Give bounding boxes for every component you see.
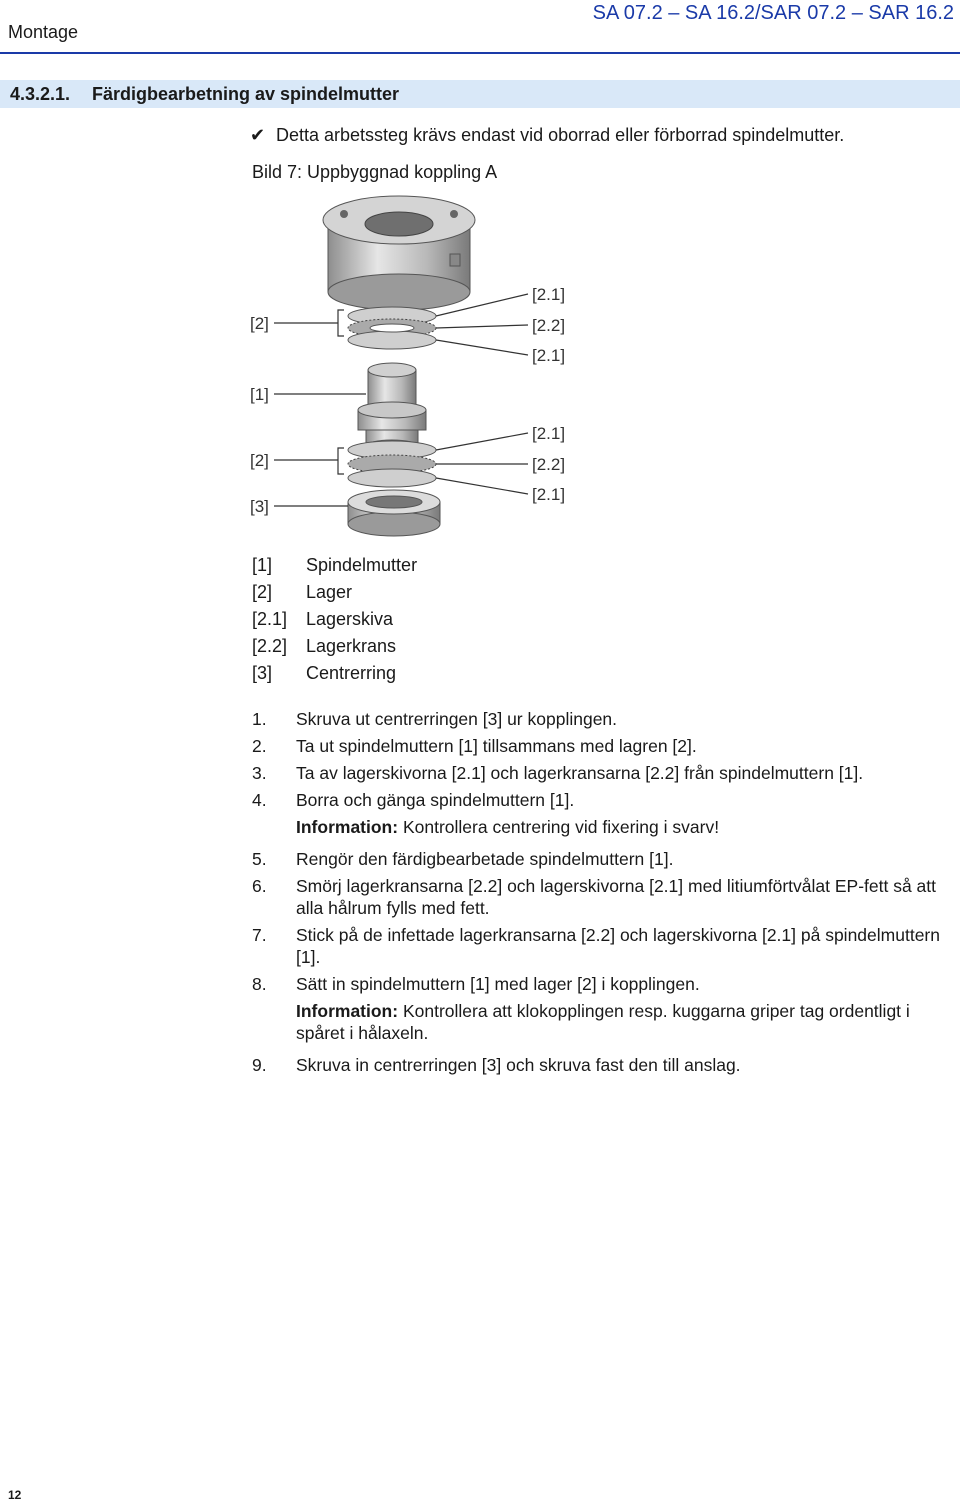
step-text: Ta ut spindelmuttern [1] tillsammans med lagren [2]. bbox=[296, 736, 697, 756]
spindle-nut bbox=[358, 363, 426, 452]
callout-right-bottom-1: [2.1] bbox=[532, 424, 566, 443]
callout-left-3: [3] bbox=[250, 497, 269, 516]
step-text: Sätt in spindelmuttern [1] med lager [2] i kopplingen. bbox=[296, 974, 700, 994]
page-number: 12 bbox=[8, 1488, 22, 1502]
header-divider bbox=[0, 52, 960, 54]
step-number: 6. bbox=[252, 876, 267, 896]
step-text: Skruva in centrerringen [3] och skruva fast den till anslag. bbox=[296, 1055, 741, 1075]
legend-label: Lagerkrans bbox=[306, 636, 397, 656]
callout-left-2-upper: [2] bbox=[250, 314, 269, 333]
header-section-label: Montage bbox=[8, 22, 79, 42]
callout-right-bottom-2: [2.2] bbox=[532, 455, 566, 474]
lower-bearing-set bbox=[348, 441, 436, 487]
legend-ref: [3] bbox=[252, 663, 273, 683]
step-text: Rengör den färdigbearbetade spindelmuttern [1]. bbox=[296, 849, 674, 869]
coupling-housing bbox=[323, 196, 475, 310]
step-item bbox=[252, 848, 957, 870]
step-item bbox=[252, 762, 957, 784]
callout-right-bottom-3: [2.1] bbox=[532, 485, 566, 504]
step-number: 5. bbox=[252, 849, 267, 869]
upper-bearing-set bbox=[348, 307, 436, 349]
callout-left-1: [1] bbox=[250, 385, 269, 404]
legend-ref: [2] bbox=[252, 582, 273, 602]
figure-caption: Bild 7: Uppbyggnad koppling A bbox=[252, 162, 498, 182]
legend-label: Centrerring bbox=[306, 663, 397, 683]
information-label: Information: bbox=[296, 1001, 399, 1021]
step-item bbox=[252, 1054, 957, 1076]
precondition-text: Detta arbetssteg krävs endast vid oborrad eller förborrad spindelmutter. bbox=[276, 125, 845, 145]
procedure-steps bbox=[252, 708, 957, 1076]
step-item bbox=[252, 973, 957, 1044]
step-item bbox=[252, 924, 957, 968]
step-number: 2. bbox=[252, 736, 267, 756]
step-text: Stick på de infettade lagerkransarna [2.2] och lagerskivorna [2.1] på spindelmuttern [1]. bbox=[296, 925, 940, 967]
callout-right-top-1: [2.1] bbox=[532, 285, 566, 304]
information-text: Kontrollera att klokopplingen resp. kuggarna griper tag ordentligt i spåret i hålaxeln. bbox=[296, 1001, 910, 1043]
callout-right-top-3: [2.1] bbox=[532, 346, 566, 365]
coupling-exploded-drawing bbox=[240, 188, 600, 548]
step-text: Smörj lagerkransarna [2.2] och lagerskivorna [2.1] med litiumförtvålat EP-fett så att alla hålrum fylls med fett. bbox=[296, 876, 937, 918]
legend-ref: [2.1] bbox=[252, 609, 288, 629]
information-label: Information: bbox=[296, 817, 399, 837]
step-text: Ta av lagerskivorna [2.1] och lagerkransarna [2.2] från spindelmuttern [1]. bbox=[296, 763, 864, 783]
legend-label: Lager bbox=[306, 582, 353, 602]
step-number: 7. bbox=[252, 925, 267, 945]
step-number: 8. bbox=[252, 974, 267, 994]
header-model-range: SA 07.2 – SA 16.2/SAR 07.2 – SAR 16.2 bbox=[592, 2, 954, 24]
step-item bbox=[252, 735, 957, 757]
checkmark-icon: ✔ bbox=[250, 125, 266, 145]
step-number: 4. bbox=[252, 790, 267, 810]
information-note bbox=[296, 816, 957, 838]
section-heading bbox=[0, 80, 960, 108]
legend-ref: [2.2] bbox=[252, 636, 288, 656]
step-number: 9. bbox=[252, 1055, 267, 1075]
step-item bbox=[252, 789, 957, 838]
step-number: 3. bbox=[252, 763, 267, 783]
callout-right-top-2: [2.2] bbox=[532, 316, 566, 335]
step-item bbox=[252, 708, 957, 730]
callout-left-2-lower: [2] bbox=[250, 451, 269, 470]
legend-ref: [1] bbox=[252, 555, 273, 575]
step-number: 1. bbox=[252, 709, 267, 729]
precondition bbox=[250, 125, 844, 146]
step-text: Skruva ut centrerringen [3] ur kopplingen. bbox=[296, 709, 618, 729]
information-text: Kontrollera centrering vid fixering i svarv! bbox=[402, 817, 720, 837]
information-note bbox=[296, 1000, 957, 1044]
legend-label: Spindelmutter bbox=[306, 555, 418, 575]
legend-label: Lagerskiva bbox=[306, 609, 394, 629]
step-item bbox=[252, 875, 957, 919]
section-title: Färdigbearbetning av spindelmutter bbox=[92, 84, 400, 104]
centering-ring bbox=[348, 490, 440, 536]
section-number: 4.3.2.1. bbox=[10, 84, 71, 104]
step-text: Borra och gänga spindelmuttern [1]. bbox=[296, 790, 575, 810]
